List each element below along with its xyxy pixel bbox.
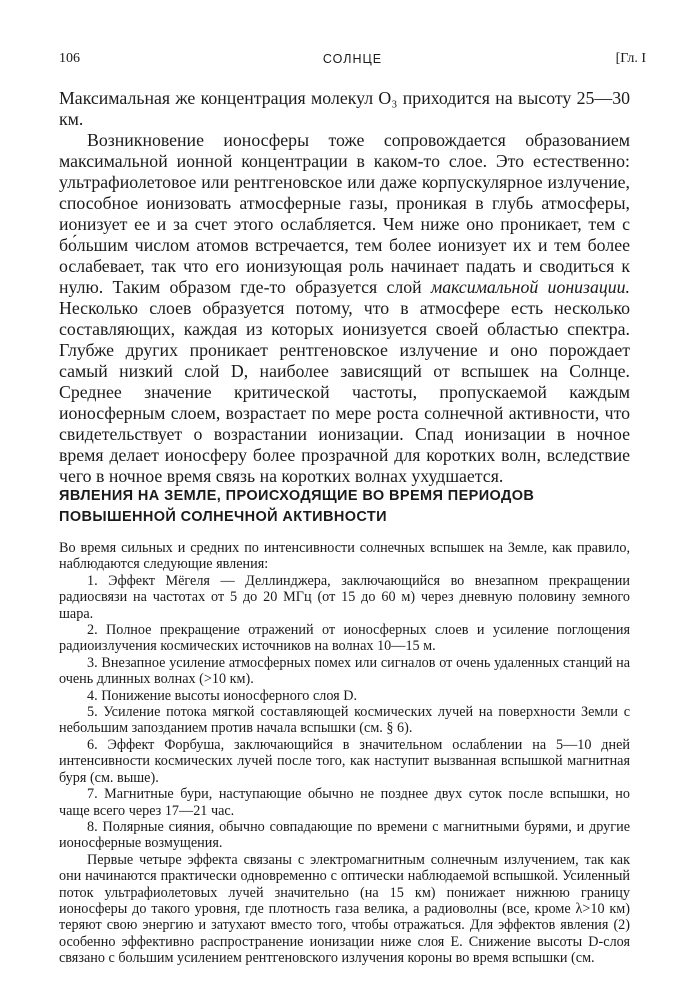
- section-intro: Во время сильных и средних по интенсивности солнечных вспышек на Земле, как правило, наблюдаются следующие явления:: [59, 540, 630, 573]
- section-closing: Первые четыре эффекта связаны с электромагнитным солнечным излучением, так как они начинаются практически одновременно с оптически наблюдаемой вспышкой. Усиленный поток ультрафиолетовых лучей значительно (на 15 км) понижает нижнюю границу ионосферы до такого уровня, где плотность газа велика, а радиоволны (все, кроме λ>10 км) теряют свою энергию и затухают вместо того, чтобы отражаться. Для эффектов явления (2) особенно эффективно распространение ионизации ниже слоя E. Снижение высоты D-слоя связано с большим усилением рентгеновского излучения короны во время вспышки (см.: [59, 851, 630, 967]
- paragraph-ionosphere: [59, 130, 630, 487]
- list-item: 4. Понижение высоты ионосферного слоя D.: [87, 687, 358, 704]
- list-item: 6. Эффект Форбуша, заключающийся в значительном ослаблении на 5—10 дней интенсивности космических лучей после того, как наступит вызванная вспышкой магнитная буря (см. выше).: [59, 736, 630, 786]
- paragraph-ionosphere-text-1: Возникновение ионосферы тоже сопровождается образованием максимальной ионной концентрации в каком-то слое. Это естественно: ультрафиолетовое или рентгеновское или даже корпускулярное излучение, способное ионизовать атмосферные газы, проникая в глубь атмосферы, ионизует ее и за счет этого ослабляется. Чем ниже оно проникает, тем с бо́льшим числом атомов встречается, тем более ионизует их и тем более ослабевает, так что его ионизующая роль начинает падать и сводиться к нулю. Таким образом где-то образуется слой: [59, 130, 630, 297]
- main-text: [59, 88, 630, 487]
- section-text: [59, 540, 630, 967]
- list-item: 5. Усиление потока мягкой составляющей космических лучей на поверхности Земли с небольшим запозданием против начала вспышки (см. § 6).: [59, 704, 630, 737]
- list-item: 7. Магнитные бури, наступающие обычно не позднее двух суток после вспышки, но чаще всего через 17—21 час.: [59, 786, 630, 819]
- running-header: [59, 49, 646, 69]
- list-item: 8. Полярные сияния, обычно совпадающие по времени с магнитными бурями, и другие ионосферные возмущения.: [59, 818, 630, 852]
- page-number: 106: [59, 51, 80, 66]
- list-item: 2. Полное прекращение отражений от ионосферных слоев и усиление поглощения радиоизлучения космических источников на волнах 10—15 м.: [59, 622, 630, 655]
- running-title: СОЛНЦЕ: [322, 52, 383, 66]
- list-item: 3. Внезапное усиление атмосферных помех или сигналов от очень удаленных станций на очень длинных волнах (>10 км).: [59, 654, 630, 688]
- list-item: 1. Эффект Мёгеля — Деллинджера, заключающийся во внезапном прекращении радиосвязи на частотах от 5 до 20 МГц (от 15 до 60 м) через дневную половину земного шара.: [59, 572, 630, 622]
- section-heading: ЯВЛЕНИЯ НА ЗЕМЛЕ, ПРОИСХОДЯЩИЕ ВО ВРЕМЯ ПЕРИОДОВ ПОВЫШЕННОЙ СОЛНЕЧНОЙ АКТИВНОСТИ: [59, 488, 535, 525]
- chapter-marker: [Гл. I: [615, 51, 646, 66]
- paragraph-ozone: Максимальная же концентрация молекул O₃ приходится на высоту 25—30 км.: [59, 88, 630, 129]
- italic-term: максимальной ионизации.: [430, 277, 630, 297]
- paragraph-ionosphere-text-2: Несколько слоев образуется потому, что в атмосфере есть несколько составляющих, каждая из которых ионизуется своей областью спектра. Глубже других проникает рентгеновское излучение и оно порождает самый низкий слой D, наиболее зависящий от вспышек на Солнце. Среднее значение критической частоты, пропускаемой каждым ионосферным слоем, возрастает по мере роста солнечной активности, что свидетельствует о возрастании ионизации. Спад ионизации в ночное время делает ионосферу более прозрачной для коротких волн, вследствие чего в ночное время связь на коротких волнах ухудшается.: [59, 298, 630, 486]
